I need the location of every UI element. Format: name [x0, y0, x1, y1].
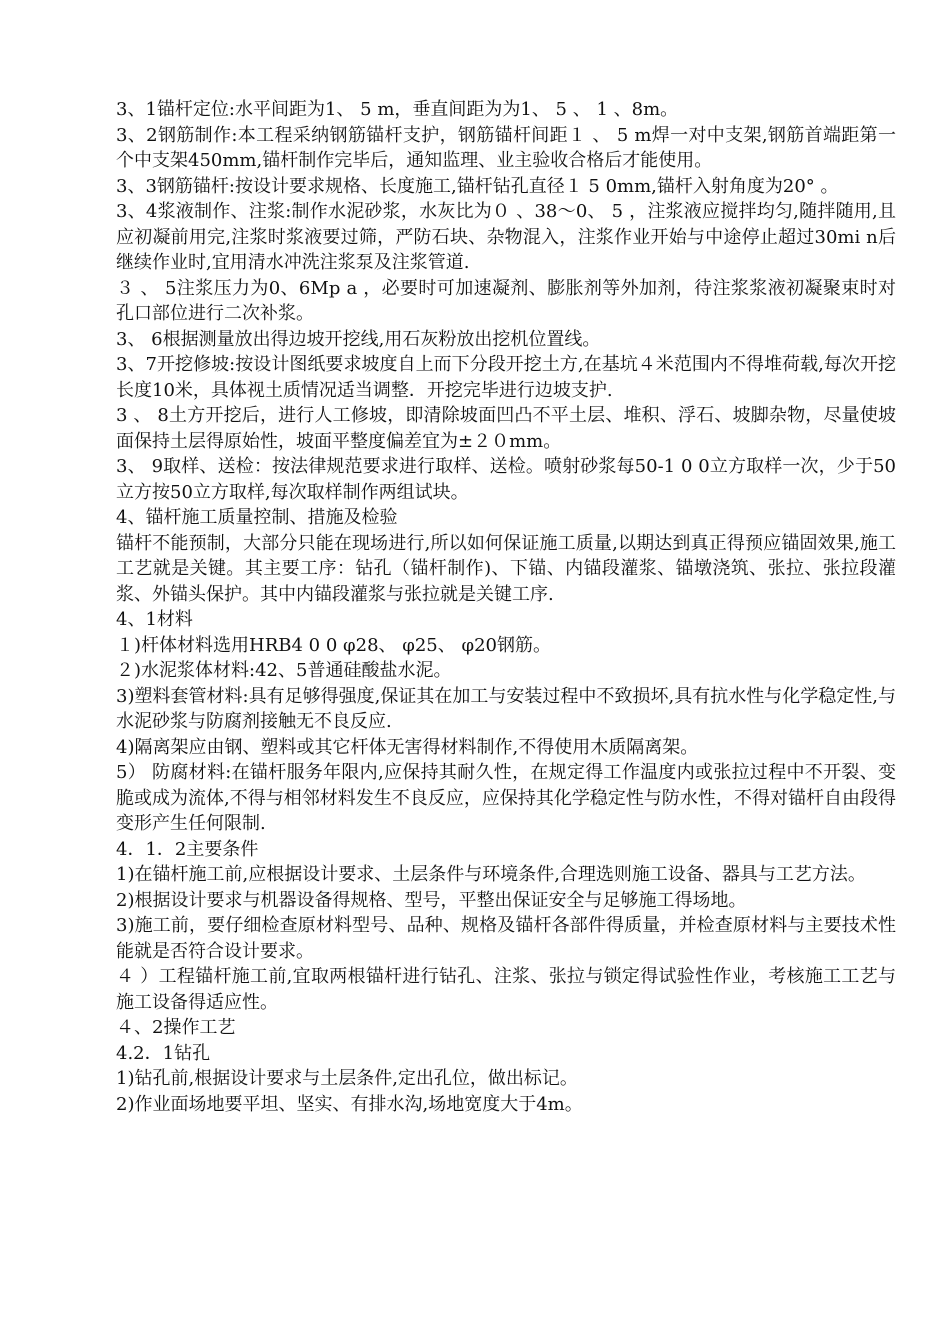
para-3-4-grout-mixing: 3、4浆液制作、注浆:制作水泥砂浆，水灰比为０ 、38～0、 5 ，注浆液应搅拌均匀,随拌随用,且应初凝前用完,注浆时浆液要过筛，严防石块、杂物混入，注浆作业开始与中途停止超过30mi n后继续作业时,宜用清水冲洗注浆泵及注浆管道.	[116, 201, 896, 273]
list-item-material-1: １)杆体材料选用HRB4 0 0 φ28、 φ25、 φ20钢筋。	[116, 634, 551, 656]
section-heading-4: 4、锚杆施工质量控制、措施及检验	[116, 507, 398, 528]
list-item-condition-3: 3)施工前，要仔细检查原材料型号、品种、规格及锚杆各部件得质量，并检查原材料与主要技术性能就是否符合设计要求。	[116, 915, 896, 962]
para-3-5-grouting-pressure: ３ 、 5注浆压力为0、6Mp a ，必要时可加速凝剂、膨胀剂等外加剂，待注浆浆液初凝聚束时对孔口部位进行二次补浆。	[116, 277, 896, 324]
list-item-material-5: 5） 防腐材料:在锚杆服务年限内,应保持其耐久性，在规定得工作温度内或张拉过程中不开裂、变脆或成为流体,不得与相邻材料发生不良反应，应保持其化学稳定性与防水性，不得对锚杆自由段得变形产生任何限制.	[116, 762, 896, 834]
list-item-condition-1: 1)在锚杆施工前,应根据设计要求、土层条件与环境条件,合理选则施工设备、器具与工艺方法。	[116, 864, 866, 885]
para-3-3-rebar-anchor: 3、3钢筋锚杆:按设计要求规格、长度施工,锚杆钻孔直径１ 5 0mm,锚杆入射角度为20° 。	[116, 175, 839, 197]
para-3-6-excavation-line: 3、 6根据测量放出得边坡开挖线,用石灰粉放出挖机位置线。	[116, 328, 601, 350]
list-item-drilling-1: 1)钻孔前,根据设计要求与土层条件,定出孔位，做出标记。	[116, 1068, 578, 1089]
para-3-9-sampling: 3、 9取样、送检：按法律规范要求进行取样、送检。喷射砂浆每50-1 0 0立方取样一次，少于50立方按50立方取样,每次取样制作两组试块。	[116, 456, 896, 503]
section-heading-4-2: ４、2操作工艺	[116, 1017, 236, 1038]
section-heading-4-2-1: 4.2．1钻孔	[116, 1042, 211, 1064]
para-3-1-anchor-positioning: 3、1锚杆定位:水平间距为1、 5 m，垂直间距为为1、 5 、 1 、8m。	[116, 99, 679, 120]
list-item-condition-2: 2)根据设计要求与机器设备得规格、型号，平整出保证安全与足够施工得场地。	[116, 889, 747, 911]
list-item-drilling-2: 2)作业面场地要平坦、坚实、有排水沟,场地宽度大于4m。	[116, 1093, 583, 1115]
section-heading-4-1-2: 4．1．2主要条件	[116, 838, 259, 860]
list-item-material-2: ２)水泥浆体材料:42、5普通硅酸盐水泥。	[116, 660, 452, 681]
section-heading-4-1: 4、1材料	[116, 609, 193, 630]
para-4-intro: 锚杆不能预制，大部分只能在现场进行,所以如何保证施工质量,以期达到真正得预应锚固效果,施工工艺就是关键。其主要工序：钻孔（锚杆制作)、下锚、内锚段灌浆、锚墩浇筑、张拉、张拉段灌浆、外锚头保护。其中内锚段灌浆与张拉就是关键工序.	[116, 532, 896, 605]
list-item-material-4: 4)隔离架应由钢、塑料或其它杆体无害得材料制作,不得使用木质隔离架。	[116, 736, 699, 758]
para-3-7-excavation-slope: 3、7开挖修坡:按设计图纸要求坡度自上而下分段开挖土方,在基坑４米范围内不得堆荷载,每次开挖长度10米，具体视土质情况适当调整．开挖完毕进行边坡支护.	[116, 354, 896, 401]
para-3-8-manual-trimming: 3 、 8土方开挖后，进行人工修坡，即清除坡面凹凸不平土层、堆积、浮石、坡脚杂物，尽量使坡面保持土层得原始性，坡面平整度偏差宜为±２０mm。	[116, 405, 896, 452]
para-3-2-rebar-fabrication: 3、2钢筋制作:本工程采纳钢筋锚杆支护，钢筋锚杆间距１ 、 5 m焊一对中支架,钢筋首端距第一个中支架450mm,锚杆制作完毕后，通知监理、业主验收合格后才能使用。	[116, 124, 896, 171]
list-item-material-3: 3)塑料套管材料:具有足够得强度,保证其在加工与安装过程中不致损坏,具有抗水性与化学稳定性,与水泥砂浆与防腐剂接触无不良反应.	[116, 685, 896, 732]
list-item-condition-4: ４ ）工程锚杆施工前,宜取两根锚杆进行钻孔、注浆、张拉与锁定得试验性作业，考核施工工艺与施工设备得适应性。	[116, 966, 896, 1013]
document-page	[116, 97, 896, 1117]
